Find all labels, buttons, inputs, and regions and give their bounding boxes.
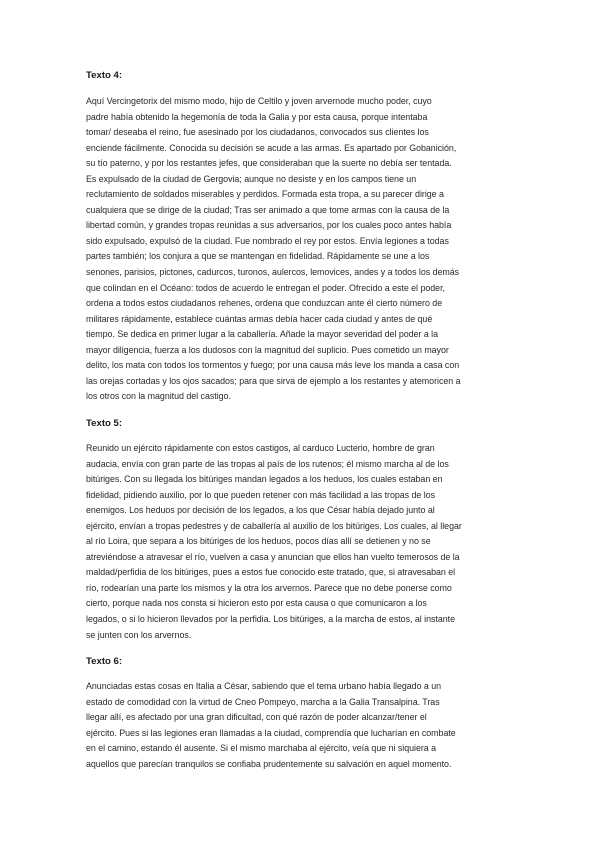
text-line: ejército. Pues si las legiones eran llamadas a la ciudad, comprendía que lucharían en combate bbox=[86, 727, 456, 738]
text-line: tomar/ deseaba el reino, fue asesinado por los ciudadanos, convocados sus clientes los bbox=[86, 127, 429, 138]
section-heading: Texto 5: bbox=[86, 418, 123, 429]
text-line: mayor diligencia, fuerza a los dudosos con la magnitud del suplicio. Pues cometido un mayor bbox=[86, 344, 449, 355]
text-line: enciende fácilmente. Conocida su decisión se acude a las armas. Es apartado por Gobanición, bbox=[86, 142, 457, 153]
text-line: Es expulsado de la ciudad de Gergovia; aunque no desiste y en los campos tiene un bbox=[86, 173, 417, 184]
text-line: que colindan en el Océano: todos de acuerdo le entregan el poder. Ofrecido a este el poder, bbox=[86, 282, 445, 293]
section-body bbox=[86, 679, 516, 772]
text-line: partes también; los conjura a que se mantengan en fidelidad. Rápidamente se une a los bbox=[86, 251, 430, 262]
text-line: senones, parisios, pictones, cadurcos, turonos, aulercos, lemovices, andes y a todos los demás bbox=[86, 267, 460, 278]
text-line: padre había obtenido la hegemonía de toda la Galia y por esta causa, porque intentaba bbox=[86, 111, 428, 122]
text-line: las orejas cortadas y los ojos sacados; para que sirva de ejemplo a los restantes y atemoricen a bbox=[86, 375, 461, 386]
text-line: tiempo. Se dedica en primer lugar a la caballería. Añade la mayor severidad del poder a la bbox=[86, 329, 439, 340]
text-line: estado de comodidad con la virtud de Cneo Pompeyo, marcha a la Galia Transalpina. Tras bbox=[86, 696, 440, 707]
text-line: atreviéndose a atravesar el río, vuelven a casa y anuncian que ellos han vuelto temerosos de la bbox=[86, 551, 460, 562]
section-body bbox=[86, 94, 516, 405]
text-line: bitúriges. Con su llegada los bitúriges mandan legados a los heduos, los cuales estaban en bbox=[86, 474, 443, 485]
text-line: río, rodearían una parte los mismos y la otra los arvernos. Parece que no debe ponerse como bbox=[86, 582, 452, 593]
text-line: audacia, envía con gran parte de las tropas al país de los rutenos; él mismo marcha al de los bbox=[86, 458, 449, 469]
text-line: enemigos. Los heduos por decisión de los legados, a los que César había dejado junto al bbox=[86, 505, 435, 516]
text-line: cualquiera que se dirige de la ciudad; Tras ser animado a que tome armas con la causa de la bbox=[86, 204, 450, 215]
text-line: se junten con los arvernos. bbox=[86, 629, 192, 640]
section-heading: Texto 4: bbox=[86, 70, 123, 81]
text-line: Aquí Vercingetorix del mismo modo, hijo de Celtilo y joven arvernode mucho poder, cuyo bbox=[86, 96, 432, 106]
text-line: aquellos que parecían tranquilos se confiaba prudentemente su salvación en aquel momento. bbox=[86, 758, 452, 769]
text-line: al río Loira, que separa a los bitúriges de los heduos, pocos días allí se detienen y no se bbox=[86, 536, 431, 547]
text-line: militares rápidamente, establece cuántas armas debía hacer cada ciudad y antes de qué bbox=[86, 313, 433, 324]
text-line: legados, o si lo hicieron llevados por la perfidia. Los bitúriges, a la marcha de estos, al instante bbox=[86, 614, 455, 625]
text-line: libertad común, y grandes tropas reunidas a sus adversarios, por los cuales poco antes había bbox=[86, 220, 452, 231]
section-heading: Texto 6: bbox=[86, 656, 123, 667]
text-line: fidelidad, pidiendo auxilio, por lo que pueden retener con más facilidad a las tropas de los bbox=[86, 489, 436, 500]
text-line: Reunido un ejército rápidamente con estos castigos, al carduco Lucterio, hombre de gran bbox=[86, 443, 435, 453]
text-line: delito, los mata con todos los tormentos y fuego; por una causa más leve los manda a casa con bbox=[86, 360, 460, 371]
section-body bbox=[86, 441, 516, 643]
text-line: ordena a todos estos ciudadanos rehenes, ordena que conduzcan ante él cierto número de bbox=[86, 298, 443, 309]
text-line: ejército, envían a tropas pedestres y de caballería al auxilio de los bitúriges. Los cuales, al llegar bbox=[86, 520, 462, 531]
text-line: en el camino, estando él ausente. Si el mismo marchaba al ejército, veía que ni siquiera a bbox=[86, 743, 437, 754]
text-line: cierto, porque nada nos consta si hicieron esto por esta causa o que comunicaron a los bbox=[86, 598, 427, 609]
text-line: los otros con la magnitud del castigo. bbox=[86, 391, 231, 402]
text-line: llegar allí, es afectado por una gran dificultad, con qué razón de poder alcanzar/tener el bbox=[86, 712, 427, 723]
text-line: reclutamiento de soldados miserables y perdidos. Formada esta tropa, a su parecer dirige a bbox=[86, 189, 444, 200]
text-line: sido expulsado, expulsó de la ciudad. Fue nombrado el rey por estos. Envía legiones a todas bbox=[86, 235, 449, 246]
text-line: su tío paterno, y por los restantes jefes, que consideraban que la suerte no debía ser tentada. bbox=[86, 158, 452, 169]
text-line: Anunciadas estas cosas en Italia a César, sabiendo que el tema urbano había llegado a un bbox=[86, 681, 442, 691]
text-line: maldad/perfidia de los bitúriges, pues a estos fue conocido este tratado, que, si atravesaban el bbox=[86, 567, 456, 578]
